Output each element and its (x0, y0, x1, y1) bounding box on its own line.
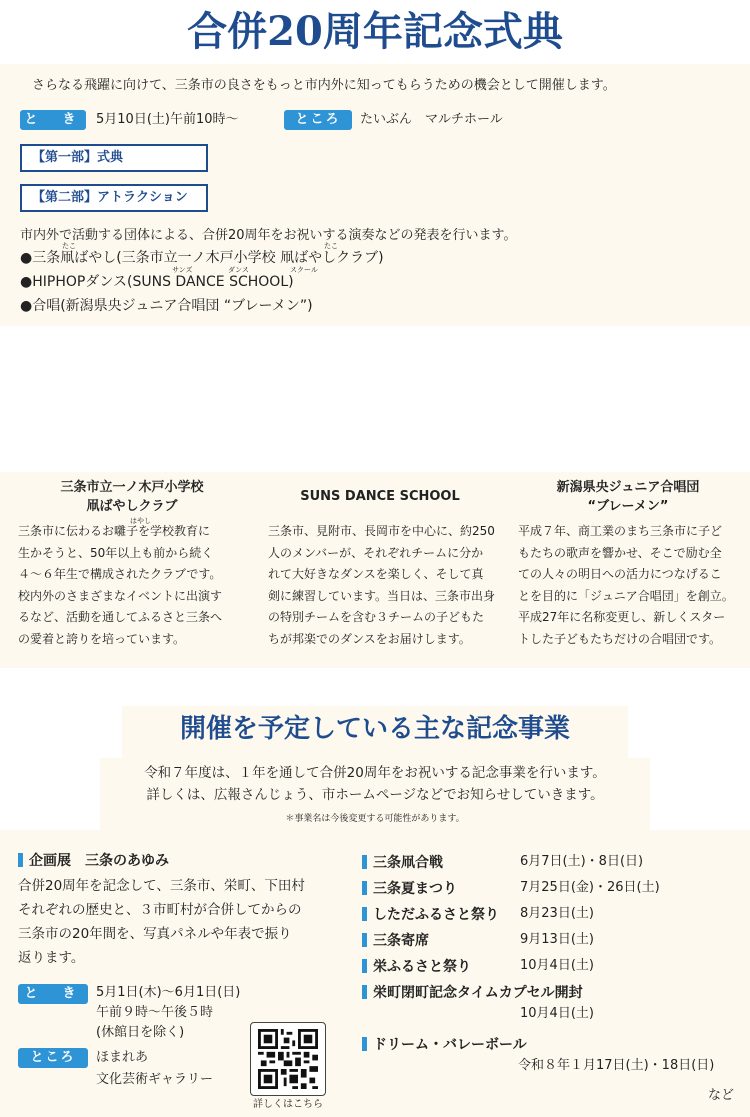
event-name-text: 栄ふるさと祭り (373, 959, 471, 975)
program-part2: 【第二部】アトラクション (20, 184, 208, 212)
description-line: 三条市、見附市、長岡市を中心に、約250 (268, 524, 495, 538)
qr-code[interactable] (250, 1022, 326, 1096)
events-intro-line: 詳しくは、広報さんじょう、市ホームページなどでお知らせしていきます。 (146, 787, 604, 803)
group-description (18, 521, 252, 650)
description-line: 三条市に伝わるお囃子を学校教育に (18, 524, 211, 538)
description-line: ４〜６年生で構成されたクラブです。 (18, 567, 222, 581)
event-date: 8月23日(土) (520, 906, 594, 921)
description-line: 校内外のさまざまなイベントに出演す (18, 588, 223, 603)
group-title: 三条市立一ノ木戸小学校 (60, 480, 204, 495)
description-line: 合併20周年を記念して、三条市、栄町、下田村 (18, 878, 305, 894)
description-line: 返ります。 (18, 950, 85, 966)
bullet-square-icon (362, 855, 367, 869)
event-name (362, 904, 499, 924)
group-title: 新潟県央ジュニア合唱団 (556, 480, 700, 495)
exhibition-title (18, 850, 169, 870)
bullet-square-icon (362, 1037, 367, 1051)
qr-code-icon (258, 1029, 318, 1089)
where-badge: ところ (284, 110, 352, 130)
event-name (362, 878, 457, 898)
description-line: ての人々の明日への活力につなげるこ (518, 567, 722, 581)
description-line: の愛着と誇りを培っています。 (18, 631, 186, 646)
event-name-text: 三条凧合戦 (373, 855, 443, 871)
ceremony-intro: さらなる飛躍に向けて、三条市の良さをもっと市内外に知ってもらうための機会として開催します。 (32, 78, 616, 93)
when-line: (休館日を除く) (96, 1025, 185, 1040)
exhibition-when-badge: と き (18, 984, 88, 1004)
description-line: るなど、活動を通してふるさと三条へ (18, 610, 223, 624)
where-line: ほまれあ (96, 1050, 149, 1065)
ruby-school: スクール (290, 266, 318, 274)
exhibition-where (96, 1047, 213, 1091)
event-name (362, 852, 443, 872)
page-title: 合併20周年記念式典 (187, 8, 563, 55)
event-name (362, 956, 471, 976)
event-name (362, 982, 583, 1002)
program-item: ●合唱(新潟県央ジュニア合唱団 “ブレーメン”) (20, 298, 313, 314)
event-name-text: 三条寄席 (373, 933, 429, 949)
when-badge: と き (20, 110, 86, 130)
description-line: 生かそうと、50年以上も前から続く (18, 545, 214, 560)
event-date: 7月25日(金)・26日(土) (520, 880, 660, 895)
description-line: もたちの歌声を響かせ、そこで励む全 (518, 545, 722, 560)
exhibition-description (18, 874, 338, 970)
ruby-tako-1: たこ (62, 242, 76, 250)
qr-caption: 詳しくはこちら (253, 1099, 323, 1110)
bullet-square-icon (362, 907, 367, 921)
exhibition-title-text: 企画展 三条のあゆみ (29, 853, 169, 869)
event-name-text: 三条夏まつり (373, 881, 457, 897)
description-line: トした子どもたちだけの合唱団です。 (518, 631, 722, 646)
group-description (518, 521, 748, 650)
program-item: ●HIPHOPダンス(SUNS DANCE SCHOOL) (20, 274, 294, 290)
description-line: ちが邦楽でのダンスをお届けします。 (268, 631, 471, 646)
group-title: “ブレーメン” (587, 499, 669, 514)
when-line: 5月1日(木)〜6月1日(日) (96, 985, 241, 1000)
events-section-title: 開催を予定している主な記念事業 (179, 714, 570, 744)
when-line: 午前９時〜午後５時 (96, 1005, 214, 1020)
description-line: れて大好きなダンスを楽しく、そして真 (268, 567, 484, 581)
event-name-text: しただふるさと祭り (373, 907, 499, 923)
ruby-tako-2: たこ (324, 242, 338, 250)
event-date: 令和８年１月17日(土)・18日(日) (518, 1058, 715, 1073)
description-line: 剣に練習しています。当日は、三条市出身 (268, 588, 496, 603)
exhibition-where-badge: ところ (18, 1048, 88, 1068)
description-line: それぞれの歴史と、３市町村が合併してからの (18, 902, 302, 918)
photo-area (0, 326, 750, 472)
event-name-text: ドリーム・バレーボール (373, 1037, 527, 1053)
bullet-square-icon (362, 881, 367, 895)
bullet-square-icon (18, 853, 23, 867)
ruby-hayashi: はやし (130, 517, 151, 525)
description-line: 三条市の20年間を、写真パネルや年表で振り (18, 926, 292, 942)
events-intro-line: 令和７年度は、１年を通して合併20周年をお祝いする記念事業を行います。 (144, 765, 606, 781)
description-line: の特別チームを含む３チームの子どもた (268, 610, 485, 624)
etc-label: など (708, 1088, 735, 1103)
bullet-square-icon (362, 985, 367, 999)
ceremony-date: 5月10日(土)午前10時〜 (96, 112, 239, 127)
where-line: 文化芸術ギャラリー (96, 1072, 214, 1087)
program-item: ●三条凧ばやし(三条市立一ノ木戸小学校 凧ばやしクラブ) (20, 250, 384, 266)
event-date: 9月13日(土) (520, 932, 594, 947)
ceremony-venue: たいぶん マルチホール (360, 112, 503, 127)
ruby-dance: ダンス (228, 266, 249, 274)
description-line: 平成27年に名称変更し、新しくスター (518, 610, 726, 624)
event-name-text: 栄町閉町記念タイムカプセル開封 (373, 985, 583, 1001)
event-name (362, 1034, 527, 1054)
group-title: 凧ばやしクラブ (86, 499, 178, 514)
description-line: 平成７年、商工業のまち三条市に子ど (518, 524, 723, 538)
events-note: ＊事業名は今後変更する可能性があります。 (285, 814, 465, 824)
description-line: とを目的に「ジュニア合唱団」を創立。 (518, 588, 734, 603)
bullet-square-icon (362, 959, 367, 973)
event-date: 10月4日(土) (520, 958, 594, 973)
event-name (362, 930, 429, 950)
description-line: 人のメンバーが、それぞれチームに分か (268, 545, 484, 560)
bullet-square-icon (362, 933, 367, 947)
ruby-suns: サンズ (172, 266, 193, 274)
program-description: 市内外で活動する団体による、合併20周年をお祝いする演奏などの発表を行います。 (20, 228, 517, 243)
group-title: SUNS DANCE SCHOOL (300, 489, 460, 504)
group-description (268, 521, 502, 650)
event-date: 6月7日(土)・8日(日) (520, 854, 644, 869)
exhibition-when (96, 983, 240, 1043)
program-part1: 【第一部】式典 (20, 144, 208, 172)
event-date: 10月4日(土) (520, 1006, 594, 1021)
